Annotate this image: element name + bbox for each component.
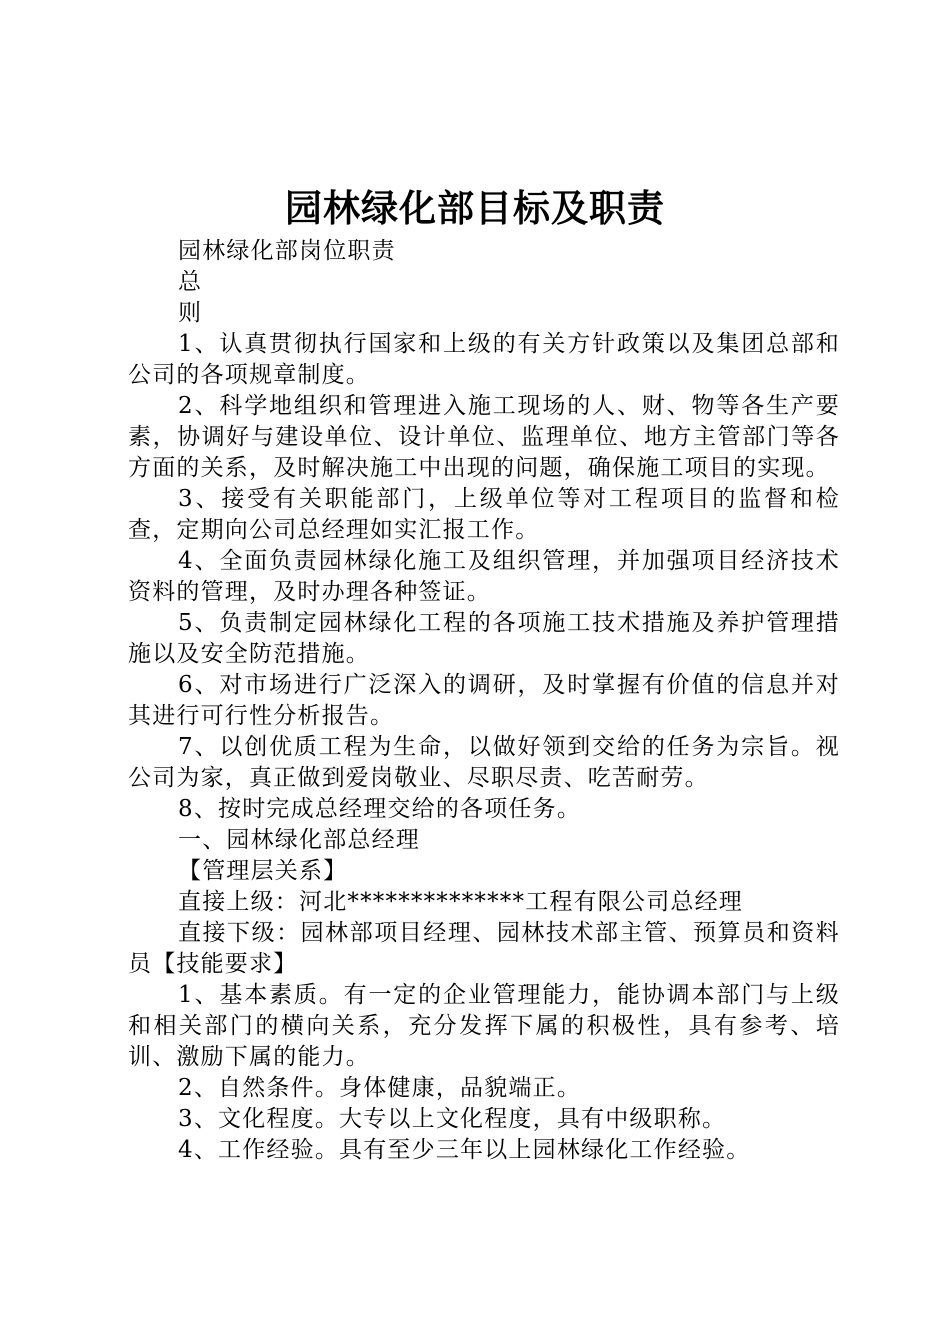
document-body xyxy=(128,236,840,1166)
paragraph-management-relations: 【管理层关系】 xyxy=(178,858,348,884)
paragraph-item-6: 6、对市场进行广泛深入的调研，及时掌握有价值的信息并对其进行可行性分析报告。 xyxy=(128,672,840,729)
paragraph-item-1: 1、认真贯彻执行国家和上级的有关方针政策以及集团总部和公司的各项规章制度。 xyxy=(128,331,840,388)
paragraph-direct-superior: 直接上级：河北**************工程有限公司总经理 xyxy=(178,889,743,915)
paragraph-item-3: 3、接受有关职能部门，上级单位等对工程项目的监督和检查，定期向公司总经理如实汇报工作。 xyxy=(128,486,840,543)
paragraph-item-8: 8、按时完成总经理交给的各项任务。 xyxy=(178,796,582,822)
paragraph-skill-4: 4、工作经验。具有至少三年以上园林绿化工作经验。 xyxy=(178,1137,751,1163)
paragraph-skill-3: 3、文化程度。大专以上文化程度，具有中级职称。 xyxy=(178,1106,727,1132)
paragraph-gm-heading: 一、园林绿化部总经理 xyxy=(178,827,420,853)
paragraph-section-heading: 园林绿化部岗位职责 xyxy=(178,238,396,264)
paragraph-skill-2: 2、自然条件。身体健康，品貌端正。 xyxy=(178,1075,582,1101)
paragraph-direct-subordinates: 直接下级：园林部项目经理、园林技术部主管、预算员和资料员【技能要求】 xyxy=(128,920,840,977)
paragraph-skill-1: 1、基本素质。有一定的企业管理能力，能协调本部门与上级和相关部门的横向关系，充分发挥下属的积极性，具有参考、培训、激励下属的能力。 xyxy=(128,982,840,1070)
paragraph-general-2: 则 xyxy=(178,300,203,326)
paragraph-item-4: 4、全面负责园林绿化施工及组织管理，并加强项目经济技术资料的管理，及时办理各种签证。 xyxy=(128,548,840,605)
paragraph-general-1: 总 xyxy=(178,269,203,295)
paragraph-item-7: 7、以创优质工程为生命，以做好领到交给的任务为宗旨。视公司为家，真正做到爱岗敬业、尽职尽责、吃苦耐劳。 xyxy=(128,734,840,791)
paragraph-item-5: 5、负责制定园林绿化工程的各项施工技术措施及养护管理措施以及安全防范措施。 xyxy=(128,610,840,667)
paragraph-item-2: 2、科学地组织和管理进入施工现场的人、财、物等各生产要素，协调好与建设单位、设计单位、监理单位、地方主管部门等各方面的关系，及时解决施工中出现的问题，确保施工项目的实现。 xyxy=(128,393,840,481)
document-title: 园林绿化部目标及职责 xyxy=(285,186,665,230)
